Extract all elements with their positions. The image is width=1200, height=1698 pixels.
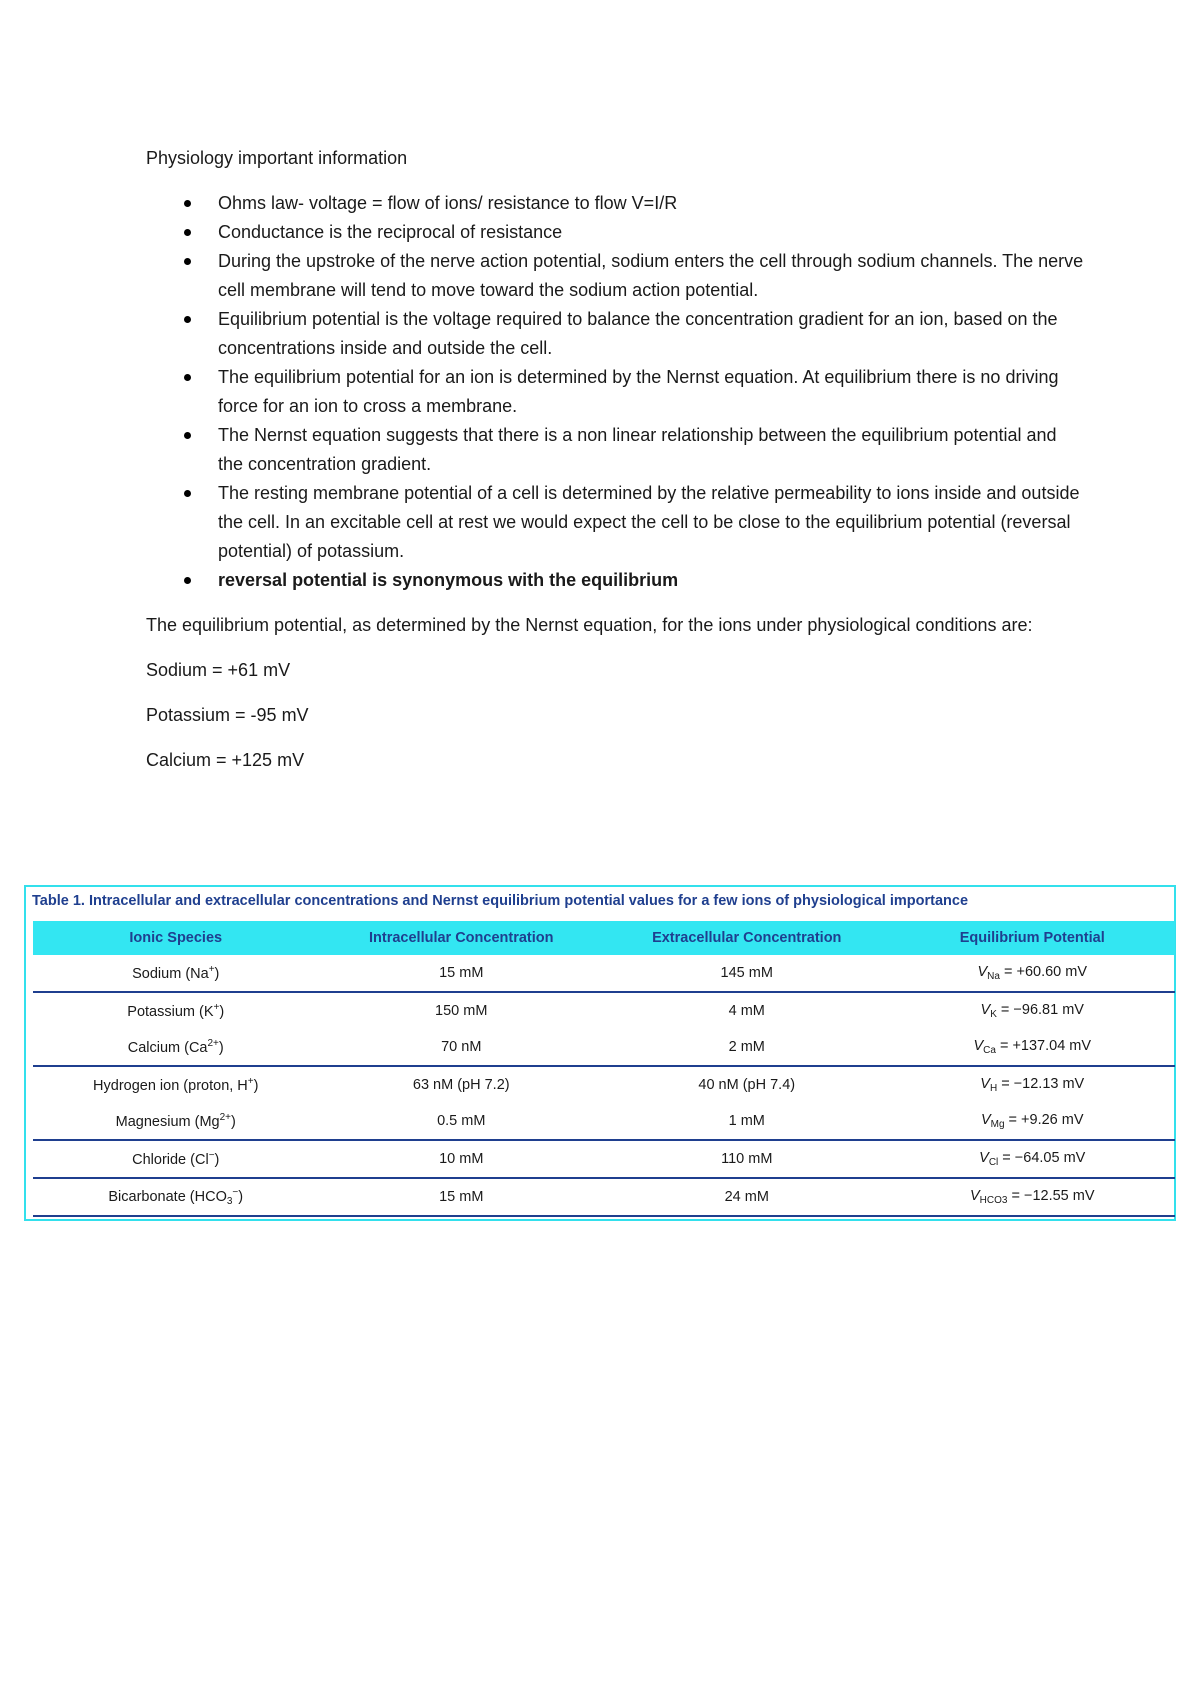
species-name: Chloride (Cl <box>132 1152 209 1168</box>
extracellular-cell <box>604 955 890 992</box>
species-subscript: 3 <box>226 1196 233 1207</box>
notes-section <box>146 144 1086 775</box>
intracellular-value: 0.5 mM <box>437 1113 486 1129</box>
potential-symbol: V <box>980 1112 991 1128</box>
page-heading: Physiology important information <box>146 148 408 168</box>
extracellular-value: 40 nM (pH 7.4) <box>698 1077 796 1093</box>
species-charge: + <box>247 1076 254 1087</box>
potential-value: = +9.26 mV <box>1004 1112 1084 1128</box>
column-header: Equilibrium Potential <box>890 921 1176 955</box>
potential-symbol: V <box>980 1002 991 1018</box>
table-caption: Table 1. Intracellular and extracellular concentrations and Nernst equilibrium potential values for a few ions of physiological importance <box>32 893 969 909</box>
bullet-item: Conductance is the reciprocal of resistance <box>146 218 1086 247</box>
intracellular-cell <box>319 1140 605 1178</box>
extracellular-value: 145 mM <box>720 965 773 981</box>
potential-value: = +137.04 mV <box>995 1038 1092 1054</box>
extracellular-cell <box>604 992 890 1029</box>
species-charge: 2+ <box>219 1112 231 1123</box>
potential-symbol: V <box>980 1076 990 1092</box>
species-name: Sodium (Na <box>132 966 209 982</box>
intracellular-value: 150 mM <box>435 1003 488 1019</box>
species-name: Magnesium (Mg <box>115 1114 220 1130</box>
potential-symbol: V <box>977 964 988 980</box>
bullet-list <box>146 189 1086 595</box>
table-row <box>33 955 1175 992</box>
extracellular-cell <box>604 1029 890 1066</box>
potential-value: = −96.81 mV <box>996 1002 1084 1018</box>
potential-subscript: H <box>989 1083 998 1094</box>
potential-symbol: V <box>979 1150 989 1166</box>
intracellular-cell <box>319 1066 605 1103</box>
potential-subscript: Ca <box>983 1045 996 1056</box>
potential-value: = −12.13 mV <box>997 1076 1085 1092</box>
species-close: ) <box>238 1189 244 1205</box>
bullet-item: The equilibrium potential for an ion is determined by the Nernst equation. At equilibrium there is no driving force for an ion to cross a membrane. <box>146 363 1086 421</box>
extracellular-value: 24 mM <box>724 1189 769 1205</box>
bullet-item: The Nernst equation suggests that there is a non linear relationship between the equilibrium potential and the concentration gradient. <box>146 421 1086 479</box>
ionic-species-cell <box>33 992 319 1029</box>
potential-symbol: V <box>969 1188 980 1204</box>
table-row <box>33 1066 1175 1103</box>
potential-value: = −64.05 mV <box>998 1150 1086 1166</box>
bullet-item: The resting membrane potential of a cell is determined by the relative permeability to ions inside and outside the cell. In an excitable cell at rest we would expect the cell to be close to the equilibrium potential (reversal potential) of potassium. <box>146 479 1086 566</box>
species-charge: 2+ <box>207 1038 219 1049</box>
bullet-item: Equilibrium potential is the voltage required to balance the concentration gradient for an ion, based on the concentrations inside and outside the cell. <box>146 305 1086 363</box>
equilibrium-potential-cell <box>890 1178 1176 1216</box>
ionic-species-cell <box>33 1103 319 1140</box>
intracellular-value: 63 nM (pH 7.2) <box>412 1077 510 1093</box>
column-header: Intracellular Concentration <box>319 921 605 955</box>
potential-subscript: HCO3 <box>979 1195 1008 1206</box>
potential-subscript: K <box>990 1009 997 1020</box>
species-close: ) <box>214 1152 220 1168</box>
potential-subscript: Cl <box>988 1157 999 1168</box>
species-close: ) <box>231 1114 236 1130</box>
extracellular-cell <box>604 1066 890 1103</box>
species-charge: − <box>208 1150 215 1161</box>
extracellular-value: 2 mM <box>728 1039 765 1055</box>
equilibrium-potential-cell <box>890 1103 1176 1140</box>
column-header: Ionic Species <box>33 921 319 955</box>
table-row <box>33 1103 1175 1140</box>
equilibrium-potential-cell <box>890 1140 1176 1178</box>
potential-value: = −12.55 mV <box>1007 1188 1095 1204</box>
intracellular-value: 70 nM <box>441 1039 482 1055</box>
intracellular-cell <box>319 1103 605 1140</box>
extracellular-value: 110 mM <box>721 1151 773 1167</box>
species-charge: + <box>208 964 215 975</box>
species-charge: + <box>213 1002 220 1013</box>
sodium-value: Sodium = +61 mV <box>146 660 291 680</box>
species-name: Potassium (K <box>127 1004 214 1020</box>
intracellular-cell <box>319 955 605 992</box>
intracellular-value: 15 mM <box>439 1189 484 1205</box>
calcium-value: Calcium = +125 mV <box>146 750 305 770</box>
equilibrium-potential-cell <box>890 1029 1176 1066</box>
intracellular-value: 15 mM <box>439 965 484 981</box>
table-row <box>33 1178 1175 1216</box>
species-close: ) <box>219 1004 225 1020</box>
species-name: Bicarbonate (HCO <box>108 1189 227 1205</box>
potassium-value: Potassium = -95 mV <box>146 705 309 725</box>
species-close: ) <box>214 966 220 982</box>
ion-table <box>33 921 1175 1217</box>
species-close: ) <box>218 1040 224 1056</box>
ionic-species-cell <box>33 1140 319 1178</box>
species-charge: − <box>232 1187 239 1198</box>
equilibrium-potential-cell <box>890 955 1176 992</box>
table-row <box>33 992 1175 1029</box>
table-row <box>33 1140 1175 1178</box>
species-close: ) <box>253 1078 259 1094</box>
table-body <box>33 955 1175 1216</box>
ionic-species-cell <box>33 955 319 992</box>
ionic-species-cell <box>33 1178 319 1216</box>
ionic-species-cell <box>33 1066 319 1103</box>
equilibrium-potential-cell <box>890 1066 1176 1103</box>
extracellular-value: 1 mM <box>728 1113 765 1129</box>
intracellular-cell <box>319 992 605 1029</box>
potential-subscript: Na <box>987 971 1000 982</box>
bullet-item: During the upstroke of the nerve action potential, sodium enters the cell through sodium channels. The nerve cell membrane will tend to move toward the sodium action potential. <box>146 247 1086 305</box>
potential-value: = +60.60 mV <box>999 964 1088 980</box>
extracellular-cell <box>604 1140 890 1178</box>
intracellular-value: 10 mM <box>439 1151 484 1167</box>
table-header-row <box>33 921 1175 955</box>
summary-paragraph: The equilibrium potential, as determined by the Nernst equation, for the ions under physiological conditions are: <box>146 615 1033 635</box>
bullet-item: Ohms law- voltage = flow of ions/ resistance to flow V=I/R <box>146 189 1086 218</box>
ion-table-box <box>24 885 1176 1221</box>
equilibrium-potential-cell <box>890 992 1176 1029</box>
column-header: Extracellular Concentration <box>604 921 890 955</box>
ionic-species-cell <box>33 1029 319 1066</box>
intracellular-cell <box>319 1029 605 1066</box>
extracellular-cell <box>604 1178 890 1216</box>
potential-subscript: Mg <box>990 1119 1005 1130</box>
species-name: Hydrogen ion (proton, H <box>93 1078 248 1094</box>
bullet-item-bold: reversal potential is synonymous with the equilibrium <box>146 566 1086 595</box>
extracellular-cell <box>604 1103 890 1140</box>
potential-symbol: V <box>973 1038 984 1054</box>
species-name: Calcium (Ca <box>127 1040 208 1056</box>
intracellular-cell <box>319 1178 605 1216</box>
table-row <box>33 1029 1175 1066</box>
extracellular-value: 4 mM <box>728 1003 765 1019</box>
